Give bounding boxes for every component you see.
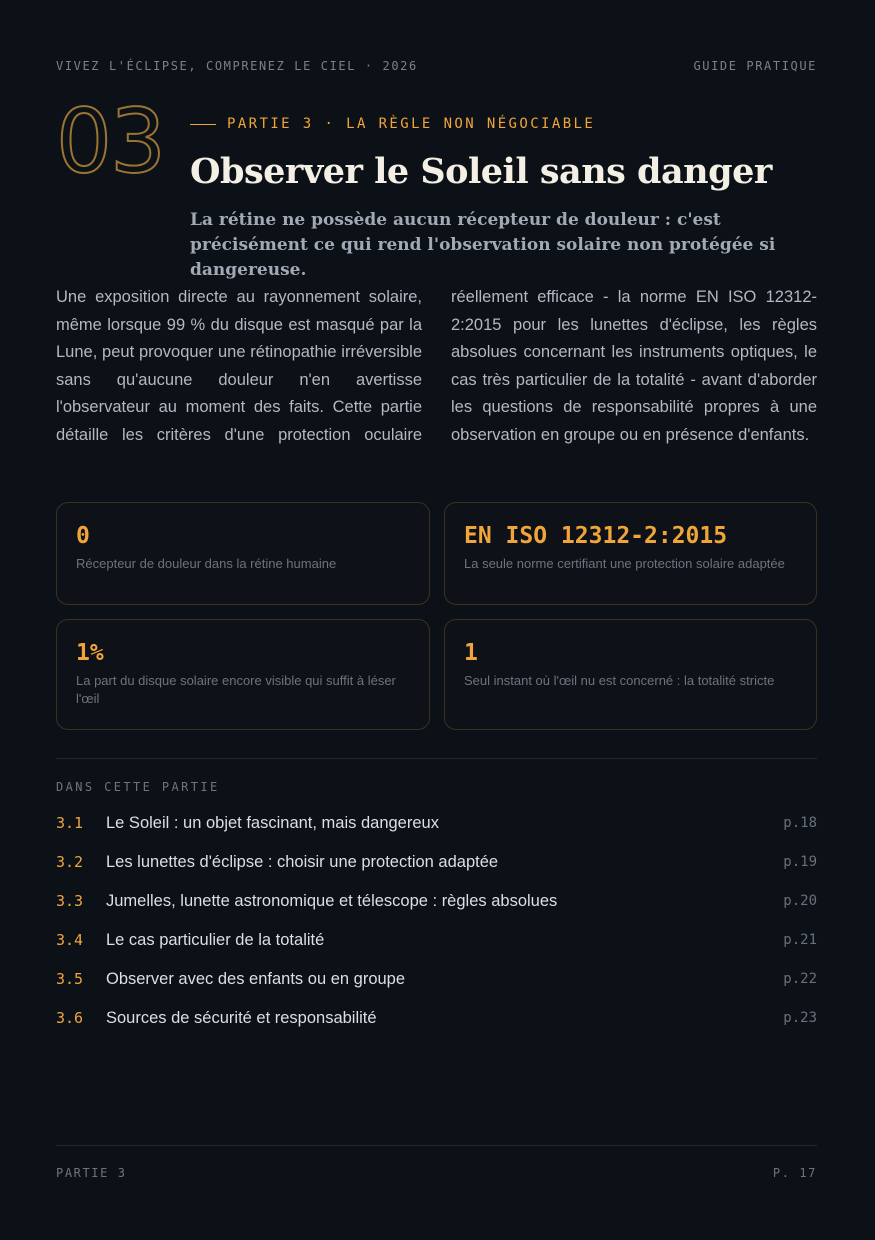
- stat-value: 1: [464, 640, 478, 666]
- toc-item[interactable]: [56, 1006, 817, 1030]
- toc-item-page: p.23: [783, 1010, 817, 1026]
- toc-item-number: 3.4: [56, 931, 84, 949]
- toc-heading: DANS CETTE PARTIE: [56, 780, 220, 794]
- toc-item[interactable]: [56, 967, 817, 991]
- toc-item-page: p.21: [783, 932, 817, 948]
- toc-item[interactable]: [56, 811, 817, 835]
- toc-item[interactable]: [56, 928, 817, 952]
- toc-item-number: 3.6: [56, 1009, 84, 1027]
- kicker-rule: [190, 124, 216, 125]
- toc-item-number: 3.1: [56, 814, 84, 832]
- header-publication-title: VIVEZ L'ÉCLIPSE, COMPRENEZ LE CIEL · 2026: [56, 59, 418, 73]
- toc-item-title: Les lunettes d'éclipse : choisir une protection adaptée: [106, 852, 499, 871]
- toc-item[interactable]: [56, 889, 817, 913]
- toc-item-page: p.18: [783, 815, 817, 831]
- stat-label: Seul instant où l'œil nu est concerné : la totalité stricte: [464, 673, 775, 688]
- stat-value: 0: [76, 523, 90, 549]
- footer-divider: [56, 1145, 817, 1146]
- footer-page-number: P. 17: [772, 1166, 817, 1180]
- stat-label: La seule norme certifiant une protection solaire adaptée: [464, 556, 785, 571]
- toc-item[interactable]: [56, 850, 817, 874]
- toc-item-number: 3.5: [56, 970, 84, 988]
- kicker-text: PARTIE 3 · LA RÈGLE NON NÉGOCIABLE: [227, 116, 596, 132]
- stat-value: 1%: [76, 640, 104, 666]
- toc-item-title: Jumelles, lunette astronomique et télescope : règles absolues: [106, 891, 558, 910]
- page-title: Observer le Soleil sans danger: [190, 151, 772, 192]
- toc-item-title: Sources de sécurité et responsabilité: [106, 1008, 377, 1027]
- toc-item-page: p.20: [783, 893, 817, 909]
- toc-item-title: Le Soleil : un objet fascinant, mais dangereux: [106, 813, 439, 832]
- footer-part-label: PARTIE 3: [56, 1166, 127, 1180]
- stat-card-norm: [444, 502, 817, 605]
- toc-item-title: Observer avec des enfants ou en groupe: [106, 969, 406, 988]
- stat-card-totality: [444, 619, 817, 730]
- stat-value: EN ISO 12312-2:2015: [464, 523, 728, 549]
- intro-paragraph: Une exposition directe au rayonnement solaire, même lorsque 99 % du disque est masqué par la Lune, peut provoquer une rétinopathie irréversible sans qu'aucune douleur n'en avertisse l'observateur au moment des faits. Cette partie détaille les critères d'une protection oculaire réellement efficace - la norme EN ISO 12312-2:2015 pour les lunettes d'éclipse, les règles absolues concernant les instruments optiques, le cas très particulier de la totalité - avant d'aborder les questions de responsabilité propres à une observation en groupe ou en présence d'enfants.: [56, 288, 817, 444]
- chapter-number: 03: [56, 90, 164, 193]
- toc-item-page: p.19: [783, 854, 817, 870]
- toc-item-page: p.22: [783, 971, 817, 987]
- toc-item-number: 3.3: [56, 892, 84, 910]
- running-header: [56, 59, 817, 73]
- header-section-label: GUIDE PRATIQUE: [693, 59, 817, 73]
- page-footer: [56, 1166, 817, 1180]
- toc-item-title: Le cas particulier de la totalité: [106, 930, 325, 949]
- stat-card-visible-disk: [56, 619, 430, 730]
- chapter-kicker: [190, 116, 595, 132]
- stat-label: La part du disque solaire encore visible qui suffit à léser l'œil: [76, 673, 396, 706]
- stat-card-pain-receptors: [56, 502, 430, 605]
- toc-item-number: 3.2: [56, 853, 84, 871]
- stat-label: Récepteur de douleur dans la rétine humaine: [76, 556, 337, 571]
- chapter-lead: La rétine ne possède aucun récepteur de douleur : c'est précisément ce qui rend l'observation solaire non protégée si dangereuse.: [190, 210, 776, 280]
- section-divider: [56, 758, 817, 759]
